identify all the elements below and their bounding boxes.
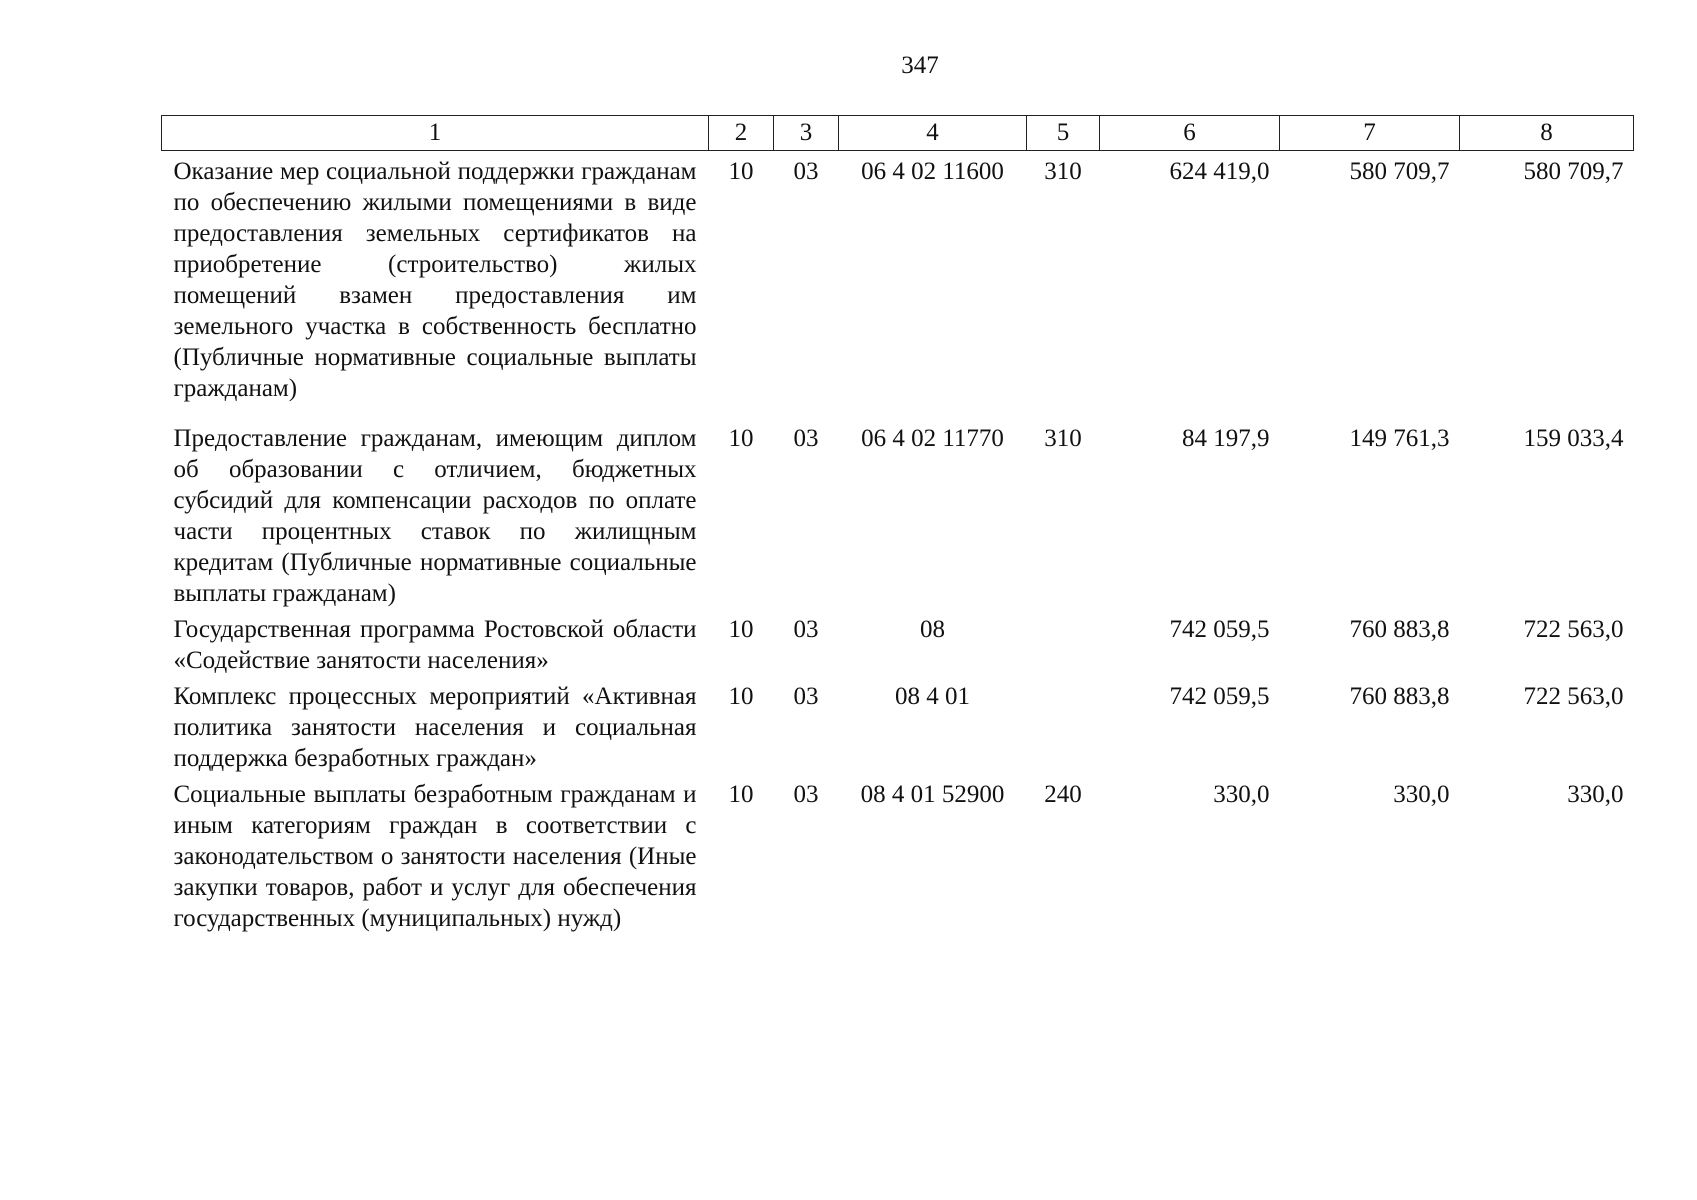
row-amount-col6: 624 419,0	[1169, 158, 1270, 185]
row-target-code: 06 4 02 11770	[861, 425, 1004, 452]
header-col-5: 5	[1027, 116, 1100, 151]
header-col-3: 3	[774, 116, 839, 151]
row-subsection: 03	[793, 781, 819, 808]
row-amount-col6: 84 197,9	[1182, 425, 1270, 452]
table-row	[162, 676, 1634, 774]
row-section: 10	[728, 616, 754, 643]
row-amount-col8: 722 563,0	[1523, 616, 1624, 643]
column-number-header-row	[162, 116, 1634, 151]
row-section: 10	[728, 158, 754, 185]
row-amount-col6: 742 059,5	[1169, 683, 1270, 710]
row-section: 10	[728, 781, 754, 808]
row-amount-col7: 580 709,7	[1349, 158, 1450, 185]
row-subsection: 03	[793, 616, 819, 643]
header-col-4: 4	[839, 116, 1027, 151]
table-row	[162, 774, 1634, 934]
row-section: 10	[728, 425, 754, 452]
row-subsection: 03	[793, 683, 819, 710]
row-expense-type: 310	[1044, 425, 1082, 452]
page-number: 347	[901, 52, 939, 79]
row-target-code: 08 4 01 52900	[860, 781, 1005, 808]
row-amount-col6: 330,0	[1213, 781, 1270, 808]
row-amount-col8: 722 563,0	[1523, 683, 1624, 710]
row-amount-col7: 760 883,8	[1349, 683, 1450, 710]
row-name: Государственная программа Ростовской области «Содействие занятости населения»	[173, 616, 697, 674]
row-amount-col8: 330,0	[1567, 781, 1624, 808]
row-expense-type	[1027, 676, 1100, 774]
row-amount-col7: 149 761,3	[1349, 425, 1450, 452]
row-name: Оказание мер социальной поддержки гражданам по обеспечению жилыми помещениями в виде предоставления земельных сертификатов на приобретение (строительство) жилых помещений взамен предоставления им земельного участка в собственность бесплатно (Публичные нормативные социальные выплаты гражданам)	[173, 158, 697, 402]
row-amount-col7: 760 883,8	[1349, 616, 1450, 643]
table-row	[162, 151, 1634, 419]
row-section: 10	[728, 683, 754, 710]
table-row	[162, 418, 1634, 609]
header-col-7: 7	[1280, 116, 1460, 151]
table-row	[162, 609, 1634, 676]
row-amount-col8: 580 709,7	[1523, 158, 1624, 185]
header-col-8: 8	[1460, 116, 1634, 151]
row-amount-col6: 742 059,5	[1169, 616, 1270, 643]
row-target-code: 08	[920, 616, 945, 643]
row-expense-type: 240	[1044, 781, 1082, 808]
row-expense-type	[1027, 609, 1100, 676]
row-target-code: 06 4 02 11600	[861, 158, 1004, 185]
row-amount-col7: 330,0	[1393, 781, 1450, 808]
header-col-6: 6	[1100, 116, 1280, 151]
row-name: Предоставление гражданам, имеющим диплом об образовании с отличием, бюджетных субсидий для компенсации расходов по оплате части процентных ставок по жилищным кредитам (Публичные нормативные социальные выплаты гражданам)	[173, 425, 697, 607]
row-name: Комплекс процессных мероприятий «Активная политика занятости населения и социальная поддержка безработных граждан»	[173, 683, 697, 772]
header-col-2: 2	[709, 116, 774, 151]
row-name: Социальные выплаты безработным гражданам и иным категориям граждан в соответствии с законодательством о занятости населения (Иные закупки товаров, работ и услуг для обеспечения государственных (муниципальных) нужд)	[173, 781, 697, 932]
row-subsection: 03	[793, 158, 819, 185]
row-target-code: 08 4 01	[895, 683, 970, 710]
row-expense-type: 310	[1044, 158, 1082, 185]
row-amount-col8: 159 033,4	[1523, 425, 1624, 452]
budget-table	[161, 115, 1634, 934]
header-col-1: 1	[162, 116, 709, 151]
row-subsection: 03	[793, 425, 819, 452]
